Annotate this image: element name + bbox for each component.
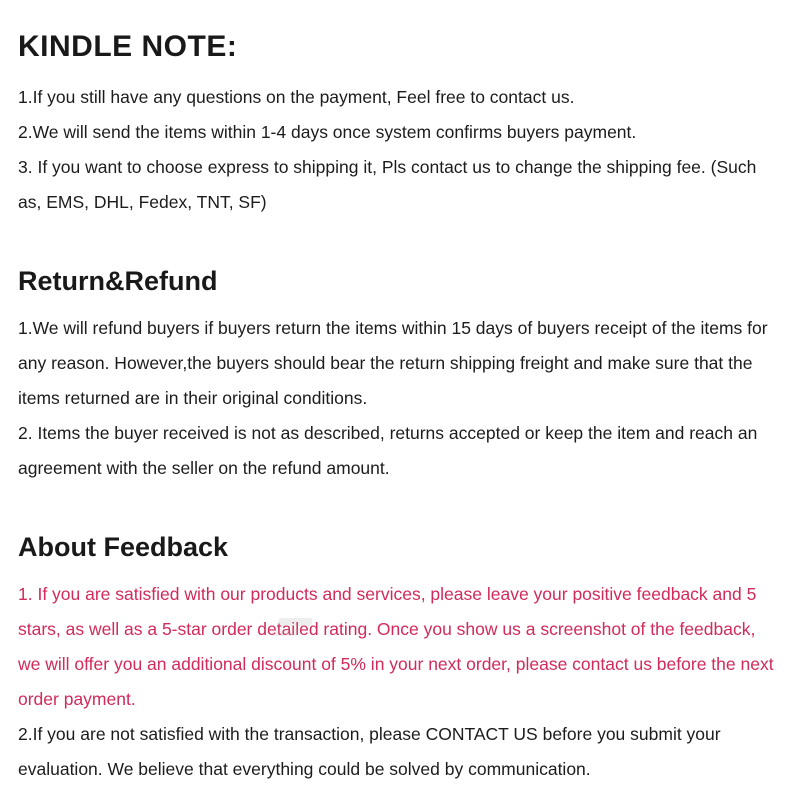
about-feedback-item-1: 1. If you are satisfied with our products and services, please leave your positive feedback and 5 stars, as well as a 5-star order detailed rating. Once you show us a screenshot of the feedback, we will offer you an additional discount of 5% in your next order, please contact us before the next order payment. (18, 584, 774, 709)
return-refund-item-1: 1.We will refund buyers if buyers return the items within 15 days of buyers receipt of the items for any reason. However,the buyers should bear the return shipping freight and make sure that the items returned are in their original conditions. (18, 318, 768, 408)
kindle-note-heading: KINDLE NOTE: (18, 30, 238, 63)
section-return-refund (18, 266, 782, 486)
return-refund-item-2: 2. Items the buyer received is not as described, returns accepted or keep the item and reach an agreement with the seller on the refund amount. (18, 423, 758, 478)
kindle-note-line-3: 3. If you want to choose express to shipping it, Pls contact us to change the shipping fee. (Such as, EMS, DHL, Fedex, TNT, SF) (18, 157, 757, 212)
section-about-feedback (18, 532, 782, 787)
kindle-note-line-2: 2.We will send the items within 1-4 days once system confirms buyers payment. (18, 122, 637, 142)
kindle-note-line-1: 1.If you still have any questions on the payment, Feel free to contact us. (18, 87, 575, 107)
return-refund-heading: Return&Refund (18, 266, 218, 296)
about-feedback-item-2: 2.If you are not satisfied with the transaction, please CONTACT US before you submit your evaluation. We believe that everything could be solved by communication. (18, 724, 721, 779)
section-kindle-note (18, 30, 782, 220)
about-feedback-heading: About Feedback (18, 532, 229, 562)
